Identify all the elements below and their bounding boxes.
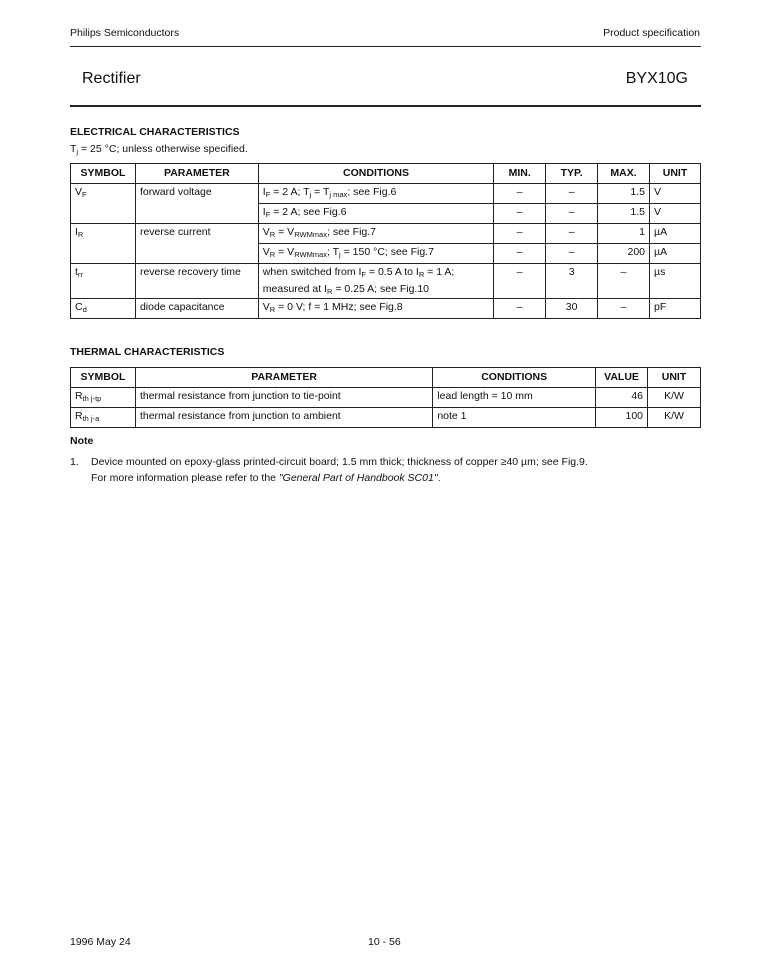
part-number: BYX10G xyxy=(625,70,688,87)
column-header: CONDITIONS xyxy=(258,164,493,184)
header-rule-bottom xyxy=(70,105,701,107)
column-header: UNIT xyxy=(648,368,701,388)
table-row xyxy=(71,184,701,204)
table-row xyxy=(71,264,701,299)
min-cell: – xyxy=(494,224,546,244)
column-header: CONDITIONS xyxy=(433,368,596,388)
column-header: SYMBOL xyxy=(71,164,136,184)
unit-cell: µA xyxy=(650,244,701,264)
min-cell: – xyxy=(494,204,546,224)
note-text xyxy=(91,454,711,486)
max-cell: 1.5 xyxy=(598,184,650,204)
max-cell: 200 xyxy=(598,244,650,264)
unit-cell: K/W xyxy=(648,408,701,428)
electrical-heading: ELECTRICAL CHARACTERISTICS xyxy=(70,126,240,138)
min-cell: – xyxy=(494,299,546,319)
column-header: PARAMETER xyxy=(135,164,258,184)
value-cell: 46 xyxy=(596,388,648,408)
typ-cell: – xyxy=(546,244,598,264)
symbol-cell: $R_{th j-tp}$ xyxy=(71,388,136,408)
typ-cell: 3 xyxy=(546,264,598,299)
condition-cell: note 1 xyxy=(433,408,596,428)
parameter-cell: reverse recovery time xyxy=(135,264,258,299)
page-title: Rectifier xyxy=(82,70,141,87)
condition-cell: $V_R = 0$ V; f = 1 MHz; see Fig.8 xyxy=(258,299,493,319)
column-header: TYP. xyxy=(546,164,598,184)
column-header: SYMBOL xyxy=(71,368,136,388)
footer-date: 1996 May 24 xyxy=(70,936,131,948)
column-header: VALUE xyxy=(596,368,648,388)
parameter-cell: diode capacitance xyxy=(135,299,258,319)
parameter-cell: forward voltage xyxy=(135,184,258,224)
min-cell: – xyxy=(494,264,546,299)
table-row xyxy=(71,299,701,319)
typ-cell: 30 xyxy=(546,299,598,319)
parameter-cell: thermal resistance from junction to ambient xyxy=(135,408,432,428)
table-header-row xyxy=(71,368,701,388)
electrical-table xyxy=(70,163,701,319)
symbol-cell: $t_{rr}$ xyxy=(71,264,136,299)
thermal-table xyxy=(70,367,701,428)
note-line-1: Device mounted on epoxy-glass printed-circuit board; 1.5 mm thick; thickness of copper ≥40 µm; see Fig.9. xyxy=(91,456,588,468)
table-header-row xyxy=(71,164,701,184)
unit-cell: V xyxy=(650,184,701,204)
condition-cell: when switched from $I_F = 0.5$ A to $I_R = 1$ A; measured at $I_R = 0.25$ A; see Fig.10 xyxy=(258,264,493,299)
unit-cell: pF xyxy=(650,299,701,319)
symbol-cell: $V_F$ xyxy=(71,184,136,224)
condition-cell: $I_F = 2$ A; see Fig.6 xyxy=(258,204,493,224)
unit-cell: V xyxy=(650,204,701,224)
company-name: Philips Semiconductors xyxy=(70,27,180,39)
min-cell: – xyxy=(494,184,546,204)
note-line-2-prefix: For more information please refer to the xyxy=(91,472,279,484)
parameter-cell: reverse current xyxy=(135,224,258,264)
typ-cell: – xyxy=(546,184,598,204)
note-line-2-suffix: . xyxy=(437,472,441,484)
min-cell: – xyxy=(494,244,546,264)
condition-cell: $V_R = V_{RWMmax}$; see Fig.7 xyxy=(258,224,493,244)
typ-cell: – xyxy=(546,204,598,224)
table-row xyxy=(71,224,701,244)
condition-cell: $I_F = 2$ A; $T_j = T_{j max}$; see Fig.6 xyxy=(258,184,493,204)
header-rule-top xyxy=(70,46,701,47)
condition-cell: lead length = 10 mm xyxy=(433,388,596,408)
symbol-cell: $I_R$ xyxy=(71,224,136,264)
table-row xyxy=(71,388,701,408)
column-header: MIN. xyxy=(494,164,546,184)
table-row xyxy=(71,408,701,428)
max-cell: – xyxy=(598,299,650,319)
note-heading: Note xyxy=(70,435,94,447)
column-header: UNIT xyxy=(650,164,701,184)
handbook-reference: "General Part of Handbook SC01" xyxy=(278,472,438,484)
unit-cell: µs xyxy=(650,264,701,299)
electrical-condition: $T_j = 25$ °C; unless otherwise specified. xyxy=(70,143,248,156)
note-line-2 xyxy=(91,470,711,486)
footer-page-number: 10 - 56 xyxy=(368,936,401,948)
column-header: MAX. xyxy=(598,164,650,184)
thermal-heading: THERMAL CHARACTERISTICS xyxy=(70,346,225,358)
parameter-cell: thermal resistance from junction to tie-point xyxy=(135,388,432,408)
symbol-cell: $R_{th j-a}$ xyxy=(71,408,136,428)
max-cell: 1 xyxy=(598,224,650,244)
note-number: 1. xyxy=(70,456,79,468)
document-type: Product specification xyxy=(603,27,700,39)
condition-cell: $V_R = V_{RWMmax}$; $T_j = 150$ °C; see Fig.7 xyxy=(258,244,493,264)
typ-cell: – xyxy=(546,224,598,244)
unit-cell: µA xyxy=(650,224,701,244)
max-cell: 1.5 xyxy=(598,204,650,224)
value-cell: 100 xyxy=(596,408,648,428)
symbol-cell: $C_d$ xyxy=(71,299,136,319)
max-cell: – xyxy=(598,264,650,299)
column-header: PARAMETER xyxy=(135,368,432,388)
unit-cell: K/W xyxy=(648,388,701,408)
